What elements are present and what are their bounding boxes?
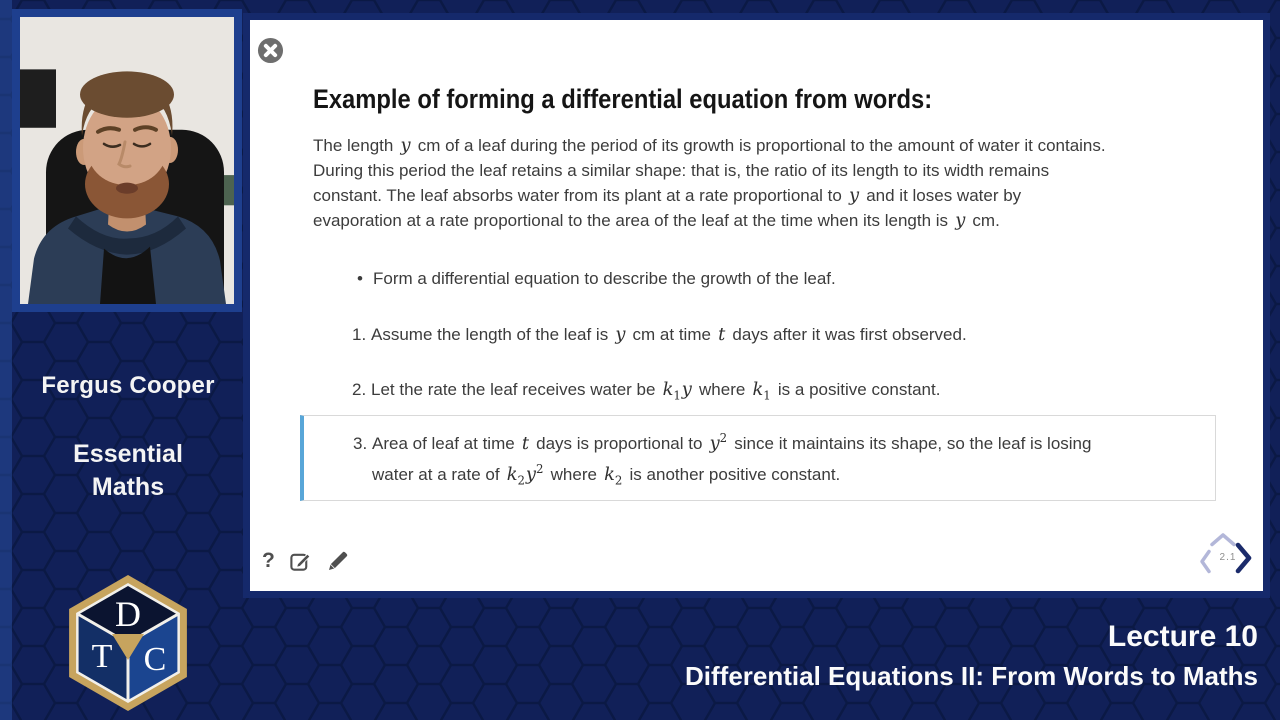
svg-text:D: D bbox=[115, 594, 141, 634]
dtc-logo bbox=[58, 569, 198, 717]
question-mark-icon: ? bbox=[262, 549, 275, 572]
slide-toolbar bbox=[262, 548, 350, 574]
svg-text:C: C bbox=[143, 641, 167, 678]
chevron-left-icon bbox=[1198, 548, 1212, 575]
boxed-line: water at a rate of $k_2y^2$ where $k_2$ is another positive constant. bbox=[372, 462, 841, 488]
item-number: 2. bbox=[352, 380, 367, 399]
course-title-line2: Maths bbox=[91, 473, 165, 501]
pencil-icon bbox=[326, 549, 350, 573]
draw-button[interactable] bbox=[326, 548, 350, 574]
svg-text:T: T bbox=[91, 638, 113, 675]
paragraph-line: During this period the leaf retains a similar shape: that is, the ratio of its length to its width remains bbox=[313, 161, 1050, 180]
course-title bbox=[0, 438, 256, 504]
course-title-line1: Essential bbox=[73, 440, 183, 468]
paragraph-line: The length y cm of a leaf during the period of its growth is proportional to the amount of water it contains. bbox=[313, 135, 1106, 156]
task-bullet bbox=[357, 269, 836, 289]
item-text: Assume the length of the leaf is y cm at time t days after it was first observed. bbox=[371, 324, 967, 345]
list-item bbox=[352, 324, 967, 345]
chevron-right-icon bbox=[1234, 541, 1253, 575]
dtc-cube-icon bbox=[58, 569, 198, 717]
bullet-text: Form a differential equation to describe the growth of the leaf. bbox=[373, 269, 836, 288]
problem-paragraph bbox=[313, 133, 1233, 233]
slide-title: Example of forming a differential equation from words: bbox=[313, 84, 933, 114]
paragraph-line: evaporation at a rate proportional to the area of the leaf at the time when its length is y cm. bbox=[313, 210, 1000, 231]
lecture-title: Differential Equations II: From Words to Maths bbox=[685, 661, 1258, 691]
slide-panel bbox=[243, 13, 1270, 598]
highlighted-item-box bbox=[300, 415, 1216, 501]
paragraph-line: constant. The leaf absorbs water from its plant at a rate proportional to y and it loses water by bbox=[313, 185, 1022, 206]
item-number: 3. bbox=[353, 433, 368, 453]
left-edge-stripe bbox=[0, 0, 12, 720]
item-text: Let the rate the leaf receives water be $k_1y$ where $k_1$ is a positive constant. bbox=[371, 379, 941, 403]
webcam-video bbox=[12, 9, 242, 312]
nav-next-button[interactable] bbox=[1234, 541, 1253, 578]
help-button[interactable] bbox=[262, 548, 275, 574]
item-number: 1. bbox=[352, 325, 367, 344]
bullet-glyph: • bbox=[357, 269, 363, 288]
list-item bbox=[352, 379, 940, 403]
close-icon bbox=[257, 37, 284, 64]
slide-page-number: 2.1 bbox=[1219, 552, 1237, 563]
close-button[interactable] bbox=[257, 37, 284, 64]
boxed-line bbox=[353, 431, 1091, 454]
presenter-illustration bbox=[20, 17, 234, 304]
note-pencil-icon bbox=[289, 550, 312, 573]
item-text: Area of leaf at time t days is proportional to $y^2$ since it maintains its shape, so the leaf is losing bbox=[372, 431, 1092, 454]
lecture-number: Lecture 10 bbox=[1107, 620, 1258, 653]
presenter-name: Fergus Cooper bbox=[41, 372, 215, 399]
nav-previous-button[interactable] bbox=[1198, 548, 1212, 578]
annotate-button[interactable] bbox=[289, 548, 312, 574]
